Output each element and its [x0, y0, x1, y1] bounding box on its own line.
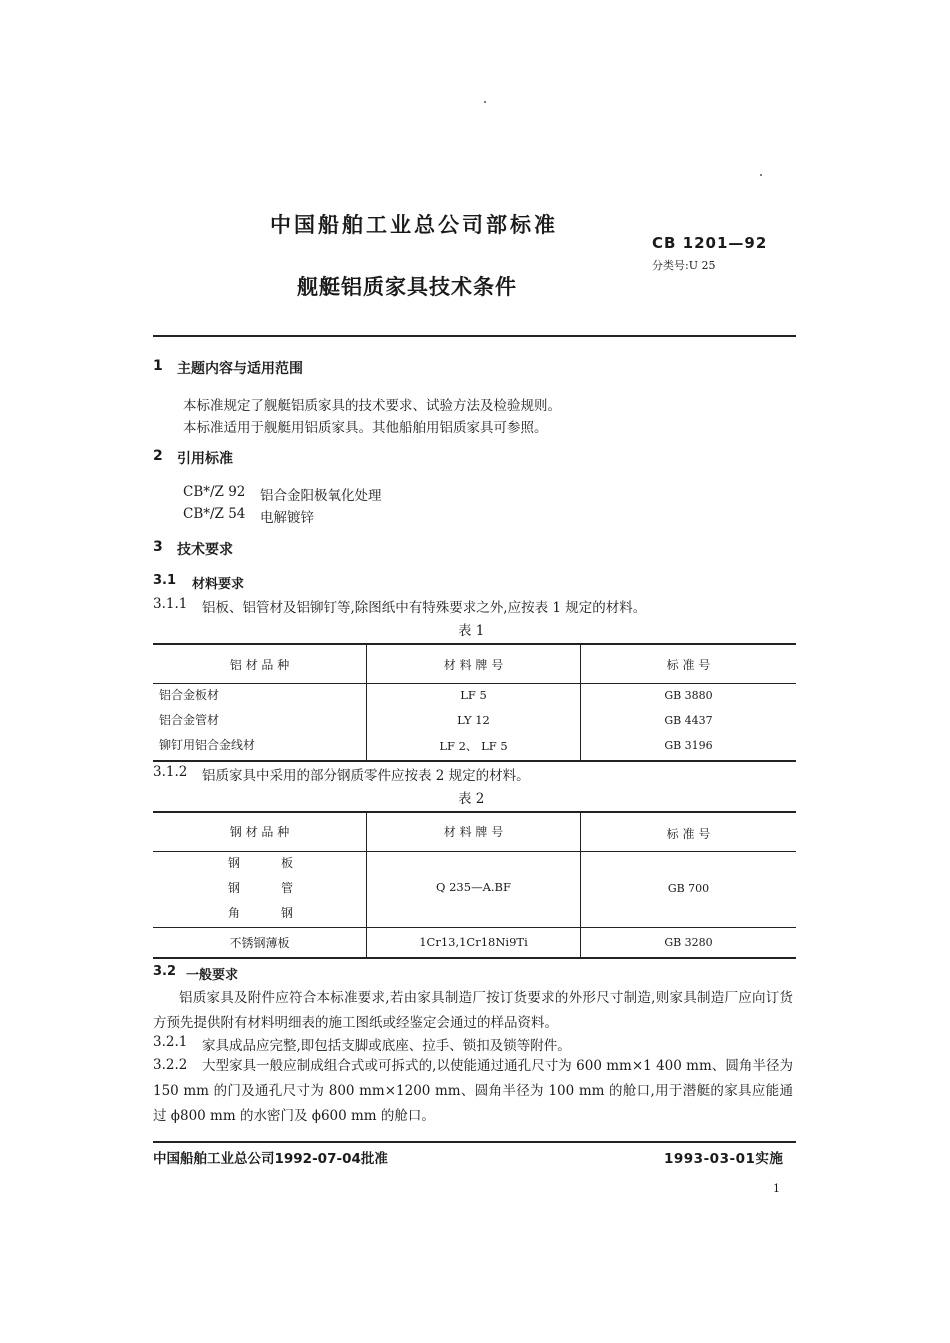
- table-1-top-rule: [153, 643, 796, 645]
- table-2-top-rule: [153, 811, 796, 813]
- table-1-cell: LF 5: [460, 688, 487, 702]
- page-number: 1: [773, 1182, 780, 1195]
- section-3-2-2-text: 大型家具一般应制成组合式或可拆式的,以使能通过通孔尺寸为 600 mm×1 400 mm、圆角半径为 150 mm 的门及通孔尺寸为 800 mm×1200 mm、圆角半径为 100 mm 的舱口,用于潜艇的家具应能通过 ϕ800 mm 的水密门及 ϕ600 mm 的舱口。: [153, 1058, 793, 1124]
- effective-date: 1993-03-01实施: [664, 1151, 784, 1167]
- table-2-header-cell: 钢 材 品 种: [229, 825, 290, 839]
- section-3-2-1-text: 家具成品应完整,即包括支脚或底座、拉手、锁扣及锁等附件。: [202, 1038, 571, 1054]
- table-1-cell: GB 4437: [664, 714, 713, 727]
- section-3-heading: 技术要求: [177, 542, 233, 558]
- section-3-1-number: 3.1: [153, 573, 177, 588]
- doc-title: 舰艇铝质家具技术条件: [297, 275, 517, 299]
- section-1-heading: 主题内容与适用范围: [177, 361, 303, 377]
- table-2-item-char: 角: [228, 906, 241, 920]
- section-3-1-2-number: 3.1.2: [153, 764, 188, 780]
- section-2-heading: 引用标准: [177, 451, 233, 467]
- section-3-1-2-text: 铝质家具中采用的部分钢质零件应按表 2 规定的材料。: [202, 768, 530, 784]
- section-3-2-text: 铝质家具及附件应符合本标准要求,若由家具制造厂按订货要求的外形尺寸制造,则家具制造厂应向订货方预先提供附有材料明细表的施工图纸或经鉴定会通过的样品资料。: [153, 990, 793, 1031]
- table-2-group-standard: GB 700: [667, 882, 710, 895]
- section-1-para-1: 本标准规定了舰艇铝质家具的技术要求、试验方法及检验规则。: [183, 398, 561, 414]
- table-2-cell: 不锈钢薄板: [229, 936, 290, 950]
- section-3-2-2-number: 3.2.2: [153, 1057, 188, 1073]
- table-1-header-rule: [153, 683, 796, 684]
- table-2-header-cell: 材 料 牌 号: [443, 825, 504, 839]
- footer-rule: [153, 1141, 796, 1143]
- table-2-row-rule: [153, 927, 796, 928]
- table-1-header-cell: 材 料 牌 号: [443, 658, 504, 672]
- table-2-item-char: 钢: [228, 856, 241, 870]
- scan-speck: [760, 174, 762, 176]
- table-2-item-char: 板: [281, 856, 294, 870]
- approval-line: 中国船舶工业总公司1992-07-04批准: [153, 1151, 388, 1167]
- table-1-caption: 表 1: [458, 623, 485, 639]
- table-2-bottom-rule: [153, 957, 796, 959]
- section-3-1-1-number: 3.1.1: [153, 596, 188, 612]
- table-2-item-char: 管: [281, 881, 294, 895]
- reference-code: CB*/Z 92: [183, 484, 246, 500]
- table-1-cell: 铆钉用铝合金线材: [159, 738, 256, 752]
- section-1-number: 1: [153, 358, 163, 374]
- section-3-2-heading: 一般要求: [186, 968, 239, 983]
- table-1-header-cell: 铝 材 品 种: [229, 658, 290, 672]
- table-2-item-char: 钢: [228, 881, 241, 895]
- table-1-cell: GB 3880: [664, 689, 713, 702]
- section-2-number: 2: [153, 448, 163, 464]
- reference-title: 铝合金阳极氧化处理: [260, 488, 382, 504]
- header-rule: [153, 335, 796, 337]
- reference-code: CB*/Z 54: [183, 506, 246, 522]
- table-1-bottom-rule: [153, 760, 796, 762]
- section-3-number: 3: [153, 539, 163, 555]
- table-2-item-char: 钢: [281, 906, 294, 920]
- table-2-cell: 1Cr13,1Cr18Ni9Ti: [419, 935, 528, 949]
- table-2-header-cell: 标 准 号: [666, 827, 711, 841]
- table-2-caption: 表 2: [458, 791, 485, 807]
- table-2-cell: GB 3280: [664, 936, 713, 949]
- org-title: 中国船舶工业总公司部标准: [270, 213, 558, 237]
- classification-number: 分类号:U 25: [652, 259, 716, 272]
- standard-number: CB 1201—92: [652, 234, 768, 252]
- table-2-group-material: Q 235—A.BF: [436, 880, 511, 894]
- table-1-cell: 铝合金管材: [159, 713, 220, 727]
- section-3-1-heading: 材料要求: [192, 577, 245, 592]
- section-3-2-number: 3.2: [153, 964, 177, 979]
- section-1-para-2: 本标准适用于舰艇用铝质家具。其他船舶用铝质家具可参照。: [183, 420, 548, 436]
- table-1-cell: LF 2、 LF 5: [439, 739, 508, 753]
- table-1-cell: LY 12: [457, 713, 490, 727]
- table-1-header-cell: 标 准 号: [666, 658, 711, 672]
- reference-title: 电解镀锌: [260, 510, 314, 526]
- table-1-cell: GB 3196: [664, 739, 713, 752]
- section-3-1-1-text: 铝板、铝管材及铝铆钉等,除图纸中有特殊要求之外,应按表 1 规定的材料。: [202, 600, 647, 616]
- table-2-header-rule: [153, 851, 796, 852]
- scan-speck: [484, 101, 486, 103]
- section-3-2-1-number: 3.2.1: [153, 1034, 188, 1050]
- table-1-cell: 铝合金板材: [159, 688, 220, 702]
